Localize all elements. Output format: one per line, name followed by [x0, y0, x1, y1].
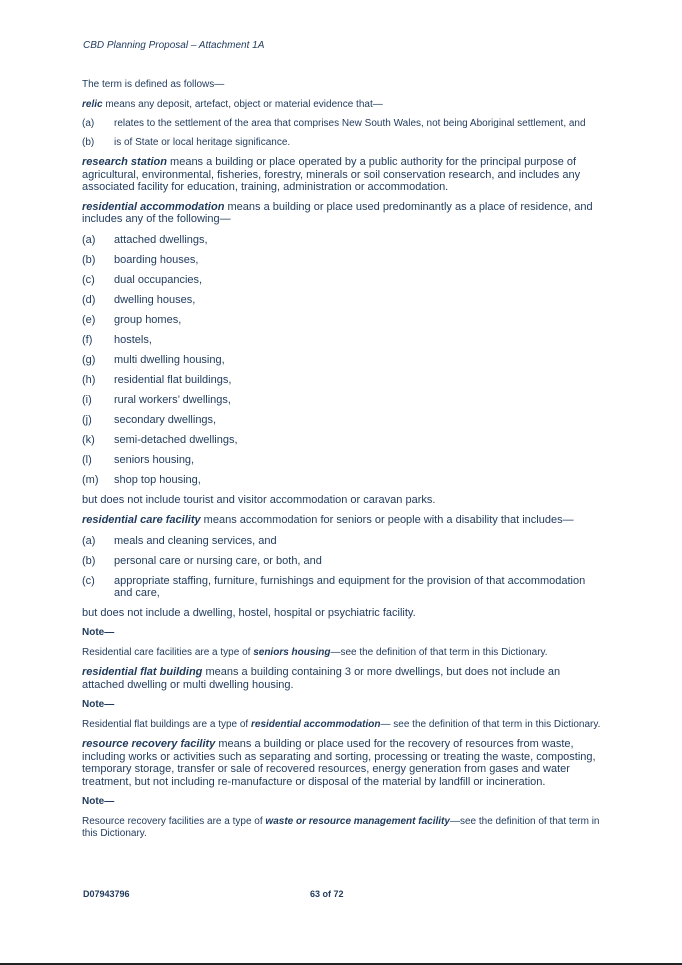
definition-research-station: [82, 156, 602, 194]
footer-page-number: 63 of 72: [310, 889, 344, 899]
note-text: [82, 816, 602, 841]
definition-closing: but does not include tourist and visitor accommodation or caravan parks.: [82, 493, 436, 506]
definition-text: means a building or place used predominantly as a place of residence, and includes any of the following—: [82, 200, 593, 225]
term-residential-accommodation: residential accommodation: [82, 200, 225, 213]
item-text: hostels,: [114, 333, 152, 346]
note-term: waste or resource management facility: [265, 815, 450, 827]
term-research-station: research station: [82, 156, 167, 168]
list-item: [82, 314, 602, 326]
list-item: [82, 254, 602, 266]
item-text: multi dwelling housing,: [114, 353, 225, 366]
item-label: (f): [82, 333, 93, 346]
note-before: Residential care facilities are a type of: [82, 646, 254, 658]
item-text: dual occupancies,: [114, 273, 203, 286]
footer-doc-id: D07943796: [83, 889, 130, 899]
list-item: [82, 394, 602, 406]
item-label: (d): [82, 293, 96, 306]
note-after: — see the definition of that term in this Dictionary.: [380, 718, 601, 730]
note-text: [82, 647, 602, 660]
list-item: [82, 474, 602, 486]
list-item: [82, 454, 602, 466]
list-item: [82, 137, 602, 149]
list-item: [82, 374, 602, 386]
definition-residential-care-facility: [82, 514, 602, 527]
item-text: relates to the settlement of the area that comprises New South Wales, not being Aboriginal settlement, and: [114, 118, 586, 129]
list-item: [82, 118, 602, 130]
item-text: seniors housing,: [114, 453, 195, 466]
note-label: Note—: [82, 796, 115, 807]
definition-residential-flat-building: [82, 666, 602, 691]
term-relic: relic: [82, 98, 103, 110]
list-item: [82, 234, 602, 246]
item-label: (l): [82, 453, 92, 466]
definition-text: means a building containing 3 or more dwellings, but does not include an attached dwelling or multi dwelling housing.: [82, 666, 561, 691]
item-label: (a): [82, 118, 95, 129]
item-label: (j): [82, 413, 92, 426]
item-label: (a): [82, 534, 96, 547]
item-text: boarding houses,: [114, 253, 199, 266]
note-after: —see the definition of that term in this Dictionary.: [330, 646, 548, 658]
dictionary-content: [82, 79, 602, 841]
term-residential-flat-building: residential flat building: [82, 666, 203, 678]
note-term: seniors housing: [253, 646, 331, 658]
item-text: appropriate staffing, furniture, furnishings and equipment for the provision of that accommodation and care,: [114, 574, 586, 599]
note-after: —see the definition of that term in this Dictionary.: [82, 815, 600, 839]
definition-text: means any deposit, artefact, object or material evidence that—: [102, 98, 383, 110]
item-label: (b): [82, 554, 96, 567]
item-label: (i): [82, 393, 92, 406]
item-label: (a): [82, 233, 96, 246]
item-text: dwelling houses,: [114, 293, 196, 306]
item-label: (g): [82, 353, 96, 366]
note-before: Resource recovery facilities are a type of: [82, 815, 266, 827]
item-text: residential flat buildings,: [114, 373, 232, 386]
item-text: is of State or local heritage significance.: [114, 137, 291, 148]
term-residential-care-facility: residential care facility: [82, 514, 201, 526]
definition-text: means a building or place used for the recovery of resources from waste, including works or activities such as separating and sorting, processing or treating the waste, composting, temporary storage, transfer or sale of recovered resources, energy generation from gases and water treatment, but not including re-manufacture or disposal of the material by landfill or incineration.: [82, 738, 596, 788]
definition-residential-accommodation: [82, 201, 602, 226]
item-label: (e): [82, 313, 96, 326]
intro-text: The term is defined as follows—: [82, 79, 225, 90]
item-label: (b): [82, 137, 95, 148]
definition-relic: [82, 99, 602, 112]
note-text: [82, 719, 602, 732]
item-text: attached dwellings,: [114, 233, 208, 246]
list-item: [82, 535, 602, 547]
term-resource-recovery-facility: resource recovery facility: [82, 738, 216, 750]
list-item: [82, 334, 602, 346]
item-text: group homes,: [114, 313, 182, 326]
note-before: Residential flat buildings are a type of: [82, 718, 251, 730]
list-item: [82, 274, 602, 286]
item-label: (h): [82, 373, 96, 386]
note-term: residential accommodation: [251, 718, 381, 730]
list-item: [82, 575, 602, 599]
item-text: meals and cleaning services, and: [114, 534, 277, 547]
list-item: [82, 294, 602, 306]
item-label: (k): [82, 433, 95, 446]
item-label: (b): [82, 253, 96, 266]
definition-text: means accommodation for seniors or people with a disability that includes—: [200, 514, 574, 526]
list-item: [82, 414, 602, 426]
item-label: (c): [82, 574, 95, 587]
note-label: Note—: [82, 699, 115, 710]
item-text: rural workers’ dwellings,: [114, 393, 231, 406]
item-text: shop top housing,: [114, 473, 201, 486]
item-label: (c): [82, 273, 95, 286]
definition-resource-recovery-facility: [82, 738, 602, 788]
list-item: [82, 434, 602, 446]
page-header: CBD Planning Proposal – Attachment 1A: [83, 40, 265, 51]
item-text: personal care or nursing care, or both, and: [114, 554, 322, 567]
note-label: Note—: [82, 627, 115, 638]
item-text: semi-detached dwellings,: [114, 433, 238, 446]
definition-text: means a building or place operated by a public authority for the principal purpose of agricultural, environmental, fisheries, forestry, minerals or soil conservation research, and includes any associated facility for education, training, administration or accommodation.: [82, 156, 581, 193]
list-item: [82, 354, 602, 366]
item-label: (m): [82, 473, 99, 486]
definition-closing: but does not include a dwelling, hostel, hospital or psychiatric facility.: [82, 606, 416, 619]
list-item: [82, 555, 602, 567]
item-text: secondary dwellings,: [114, 413, 217, 426]
